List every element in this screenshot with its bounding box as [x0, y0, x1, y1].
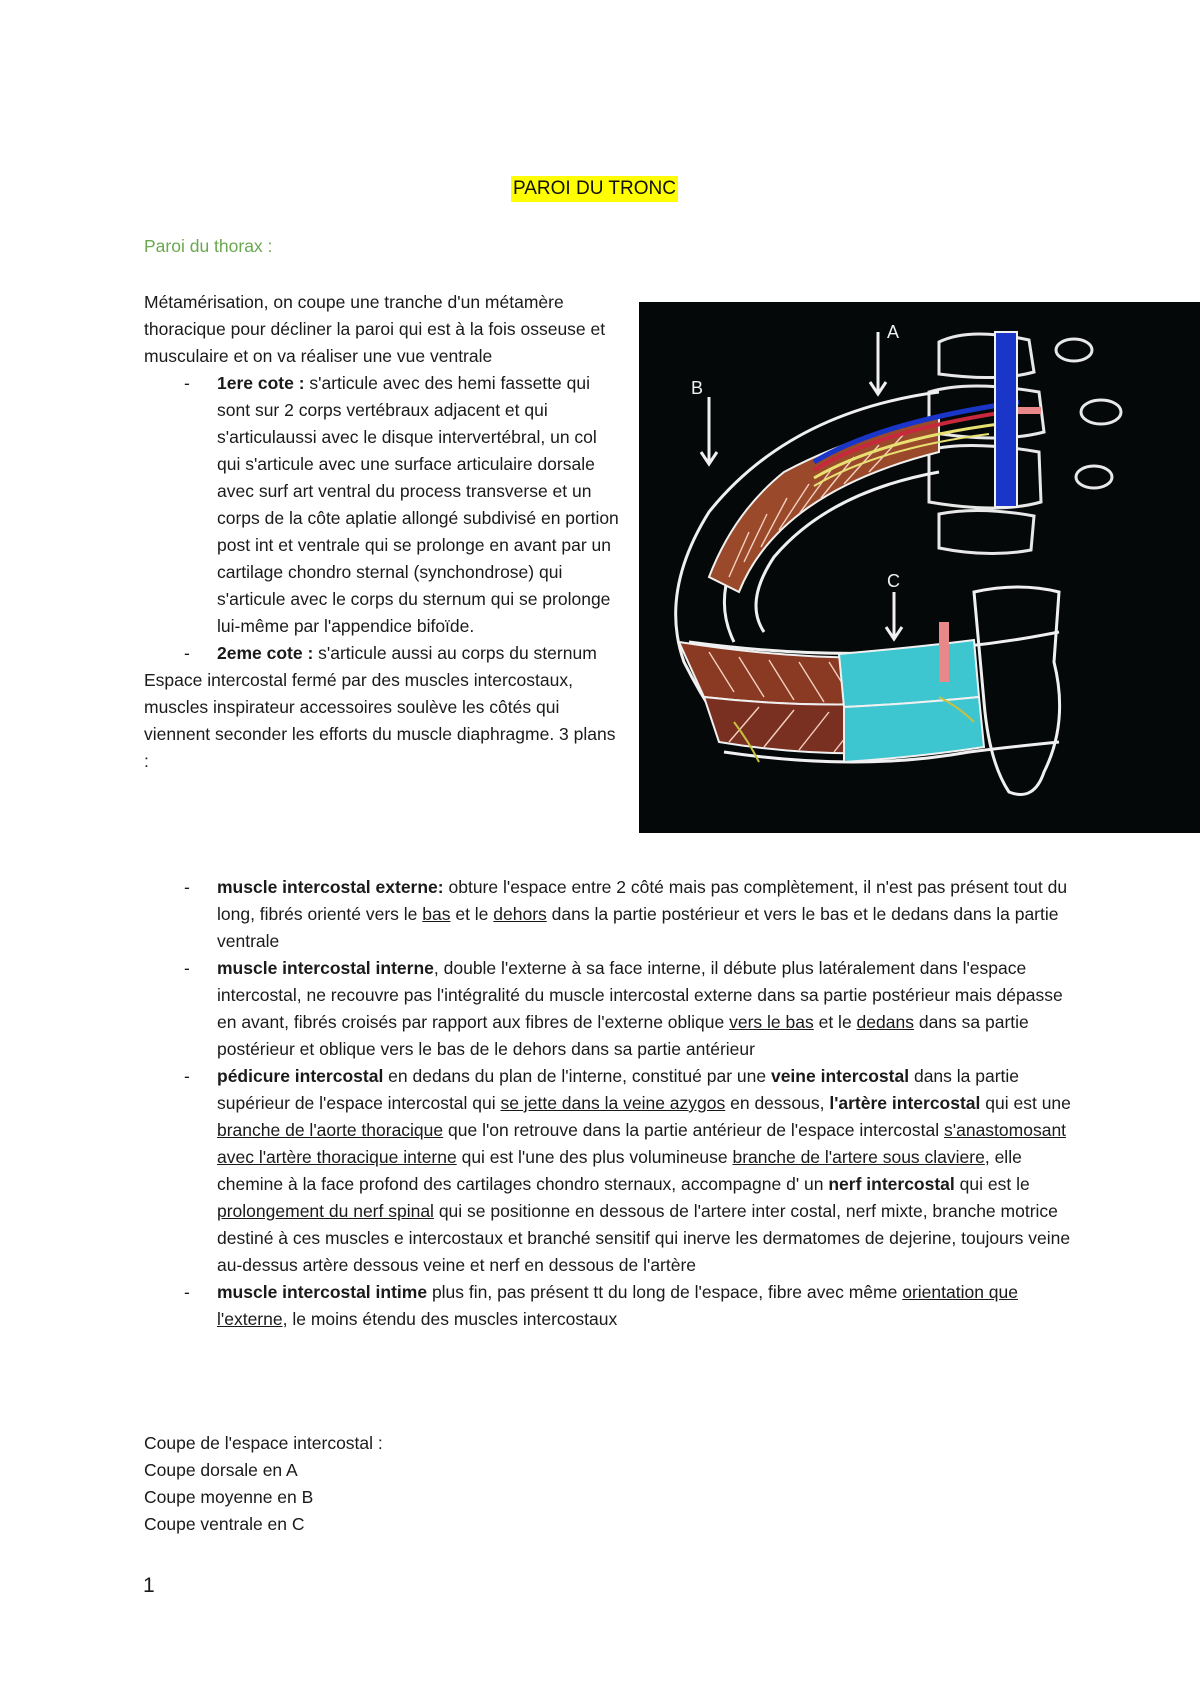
bold-text: nerf intercostal — [828, 1174, 955, 1194]
coupe-heading: Coupe de l'espace intercostal : — [144, 1433, 383, 1453]
text-run: en dedans du plan de l'interne, constitué par une — [383, 1066, 771, 1086]
text-run: , le moins étendu des muscles intercostaux — [282, 1309, 618, 1329]
underlined-text: s'anastomosant avec l'artère thoracique interne — [217, 1120, 1067, 1167]
diagram-svg — [639, 302, 1200, 833]
diagram-label-b: B — [691, 378, 704, 398]
text-run: plus fin, pas présent tt du long de l'espace, fibre avec même — [427, 1282, 903, 1302]
coupe-c: Coupe ventrale en C — [144, 1514, 305, 1534]
espace-paragraph: Espace intercostal fermé par des muscles intercostaux, muscles inspirateur accessoires soulève les côtés qui viennent seconder les efforts du muscle diaphragme. 3 plans : — [144, 670, 616, 771]
underlined-text: prolongement du nerf spinal — [217, 1201, 434, 1221]
bold-text: l'artère intercostal — [829, 1093, 981, 1113]
underlined-text: branche de l'aorte thoracique — [217, 1120, 444, 1140]
externe-term: muscle intercostal externe: — [217, 877, 444, 897]
list-item-pedicule — [144, 1063, 1079, 1279]
coupe-b: Coupe moyenne en B — [144, 1487, 314, 1507]
intro-paragraph: Métamérisation, on coupe une tranche d'un métamère thoracique pour décliner la paroi qui est à la fois osseuse et musculaire et on va réaliser une vue ventrale — [144, 292, 606, 366]
text-run: , double l'externe à sa face interne, il débute plus latéralement dans l'espace intercostal, ne recouvre pas l'intégralité du muscle intercostal externe dans sa partie postérieur mais dépasse en avant, fibrés croisés par rapport aux fibres de l'externe oblique — [217, 958, 1063, 1032]
cote2-term: 2eme cote : — [217, 643, 314, 663]
diagram-label-c: C — [887, 571, 900, 591]
text-run: et le — [813, 1012, 857, 1032]
intime-term: muscle intercostal intime — [217, 1282, 428, 1302]
bold-text: veine intercostal — [770, 1066, 910, 1086]
diagram-label-a: A — [887, 322, 900, 342]
page-number: 1 — [143, 1574, 155, 1597]
coupe-a: Coupe dorsale en A — [144, 1460, 298, 1480]
text-run: dans la partie supérieur de l'espace intercostal qui — [217, 1066, 1020, 1113]
list-item-cote2 — [144, 640, 624, 667]
list-item-intime — [144, 1279, 1079, 1333]
list-item-interne — [144, 955, 1079, 1063]
interne-term: muscle intercostal interne — [217, 958, 434, 978]
underlined-text: dehors — [493, 904, 547, 924]
coupe-block — [144, 1430, 383, 1538]
text-run: qui est une — [980, 1093, 1071, 1113]
text-run: que l'on retrouve dans la partie antérieur de l'espace intercostal — [443, 1120, 945, 1140]
anatomical-diagram — [639, 302, 1200, 833]
cote2-text: s'articule aussi au corps du sternum — [313, 643, 597, 663]
page-title: PAROI DU TRONC — [511, 176, 678, 202]
underlined-text: orientation que l'externe — [217, 1282, 1019, 1329]
text-run: dans sa partie postérieur et oblique vers le bas de le dehors dans sa partie antérieur — [217, 1012, 1029, 1059]
text-run: et le — [450, 904, 494, 924]
underlined-text: vers le bas — [729, 1012, 814, 1032]
list-item-cote1 — [144, 370, 624, 640]
text-run: qui se positionne en dessous de l'artere inter costal, nerf mixte, branche motrice destiné à ces muscles e intercostaux et branché sensitif qui inerve les dermatomes de dejerine, toujours veine au-dessus artère dessous veine et nerf en dessous de l'artère — [217, 1201, 1071, 1275]
pedicule-term: pédicure intercostal — [217, 1066, 384, 1086]
plans-block — [144, 874, 1079, 1333]
cote1-term: 1ere cote : — [217, 373, 305, 393]
section-heading-paroi-thorax: Paroi du thorax : — [144, 236, 273, 256]
text-run: obture l'espace entre 2 côté mais pas complètement, il n'est pas présent tout du long, fibrés orienté vers le — [217, 877, 1068, 924]
text-run: en dessous, — [725, 1093, 830, 1113]
cote1-text: s'articule avec des hemi fassette qui sont sur 2 corps vertébraux adjacent et qui s'articulaussi avec le disque intervertébral, un col qui s'articule avec une surface articulaire dorsale avec surf art ventral du process transverse et un corps de la côte aplatie allongé subdivisé en portion post int et ventrale qui se prolonge en avant par un cartilage chondro sternal (synchondrose) qui s'articule avec le corps du sternum qui se prolonge lui-même par l'appendice bifoïde. — [217, 373, 619, 636]
text-run: qui est le — [954, 1174, 1030, 1194]
cote-list — [144, 370, 624, 667]
underlined-text: branche de l'artere sous claviere — [732, 1147, 985, 1167]
underlined-text: se jette dans la veine azygos — [500, 1093, 726, 1113]
text-run: , elle chemine à la face profond des cartilages chondro sternaux, accompagne d' un — [217, 1147, 1022, 1194]
list-item-externe — [144, 874, 1079, 955]
text-run: qui est l'une des plus volumineuse — [456, 1147, 733, 1167]
underlined-text: dedans — [856, 1012, 914, 1032]
text-run: dans la partie postérieur et vers le bas et le dedans dans la partie ventrale — [217, 904, 1059, 951]
plans-list — [144, 874, 1079, 1333]
underlined-text: bas — [422, 904, 451, 924]
intro-block — [144, 289, 624, 775]
